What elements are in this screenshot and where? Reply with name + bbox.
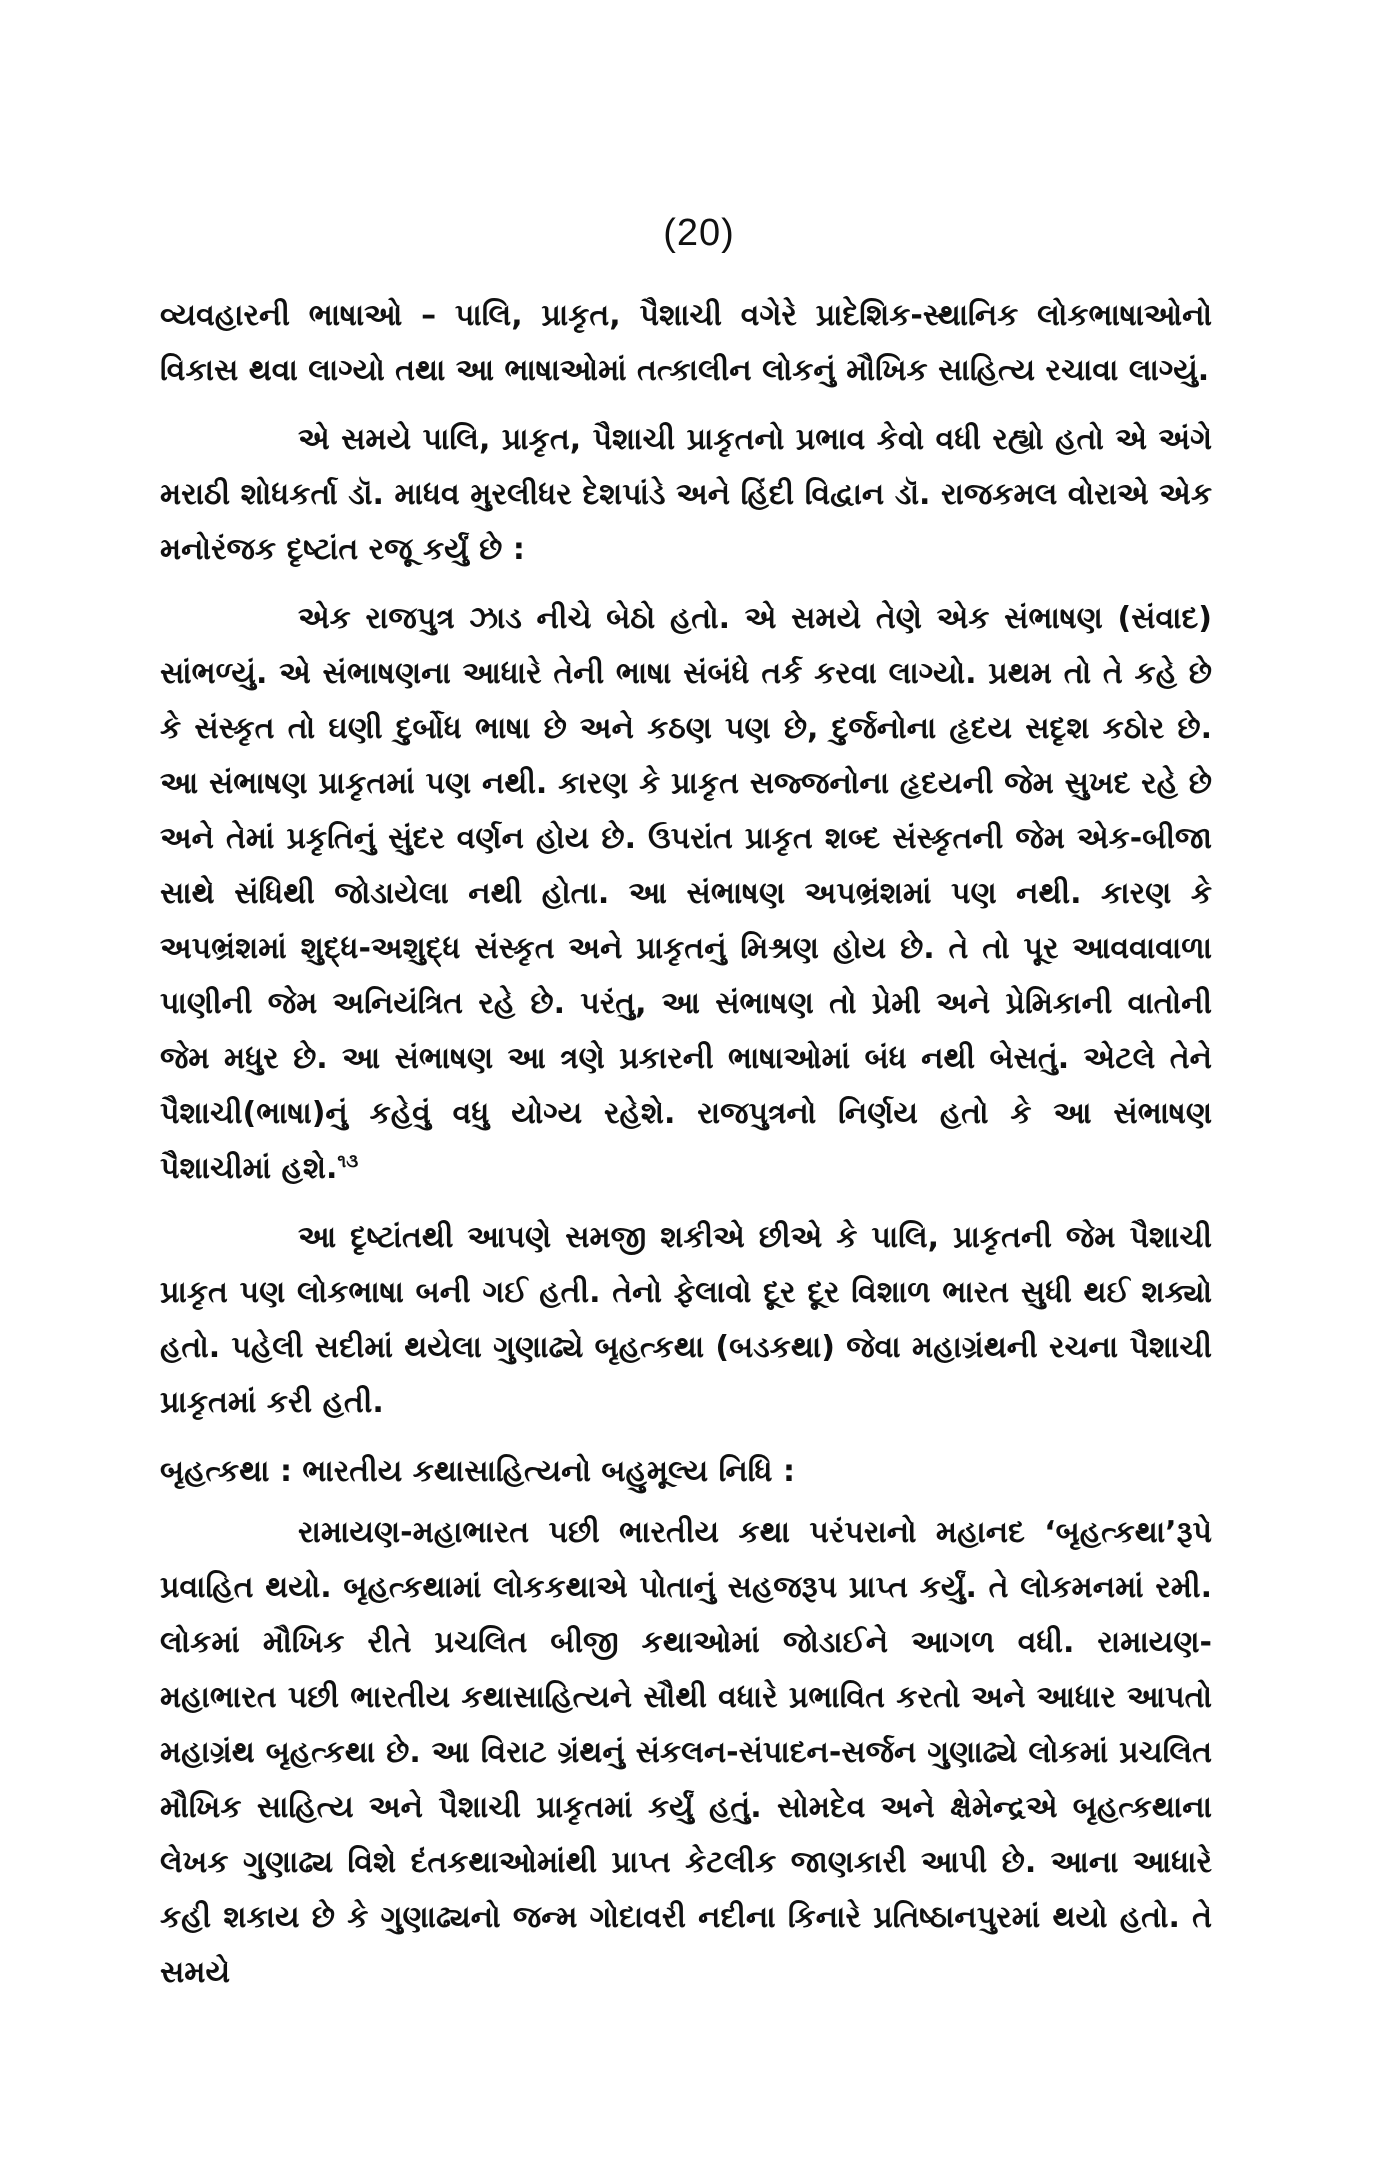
paragraph-3: [160, 591, 1212, 1196]
footnote-reference: ૧૩: [337, 1151, 359, 1172]
paragraph-3-text: એક રાજપુત્ર ઝાડ નીચે બેઠો હતો. એ સમયે તેણે એક સંભાષણ (સંવાદ) સાંભળ્યું. એ સંભાષણના આધારે તેની ભાષા સંબંધે તર્ક કરવા લાગ્યો. પ્રથમ તો તે કહે છે કે સંસ્કૃત તો ઘણી દુર્બોધ ભાષા છે અને કઠણ પણ છે, દુર્જનોના હૃદય સદૃશ કઠોર છે. આ સંભાષણ પ્રાકૃતમાં પણ નથી. કારણ કે પ્રાકૃત સજ્જનોના હૃદયની જેમ સુખદ રહે છે અને તેમાં પ્રકૃતિનું સુંદર વર્ણન હોય છે. ઉપરાંત પ્રાકૃત શબ્દ સંસ્કૃતની જેમ એક-બીજા સાથે સંધિથી જોડાયેલા નથી હોતા. આ સંભાષણ અપભ્રંશમાં પણ નથી. કારણ કે અપભ્રંશમાં શુદ્ધ-અશુદ્ધ સંસ્કૃત અને પ્રાકૃતનું મિશ્રણ હોય છે. તે તો પૂર આવવાવાળા પાણીની જેમ અનિયંત્રિત રહે છે. પરંતુ, આ સંભાષણ તો પ્રેમી અને પ્રેમિકાની વાતોની જેમ મધુર છે. આ સંભાષણ આ ત્રણે પ્રકારની ભાષાઓમાં બંધ નથી બેસતું. એટલે તેને પૈશાચી(ભાષા)નું કહેવું વધુ યોગ્ય રહેશે. રાજપુત્રનો નિર્ણય હતો કે આ સંભાષણ પૈશાચીમાં હશે.: [160, 601, 1212, 1186]
section-heading: બૃહત્કથા : ભારતીય કથાસાહિત્યનો બહુમૂલ્ય નિધિ :: [160, 1454, 795, 1489]
body-text: [160, 288, 1212, 2014]
paragraph-1: વ્યવહારની ભાષાઓ – પાલિ, પ્રાકૃત, પૈશાચી વગેરે પ્રાદેશિક-સ્થાનિક લોકભાષાઓનો વિકાસ થવા લાગ્યો તથા આ ભાષાઓમાં તત્કાલીન લોકનું મૌખિક સાહિત્ય રચાવા લાગ્યું.: [160, 298, 1212, 388]
paragraph-5: રામાયણ-મહાભારત પછી ભારતીય કથા પરંપરાનો મહાનદ ‘બૃહત્કથા’રૂપે પ્રવાહિત થયો. બૃહત્કથામાં લોકકથાએ પોતાનું સહજરૂપ પ્રાપ્ત કર્યું. તે લોકમનમાં રમી. લોકમાં મૌખિક રીતે પ્રચલિત બીજી કથાઓમાં જોડાઈને આગળ વધી. રામાયણ-મહાભારત પછી ભારતીય કથાસાહિત્યને સૌથી વધારે પ્રભાવિત કરતો અને આધાર આપતો મહાગ્રંથ બૃહત્કથા છે. આ વિરાટ ગ્રંથનું સંકલન-સંપાદન-સર્જન ગુણાઢ્યે લોકમાં પ્રચલિત મૌખિક સાહિત્ય અને પૈશાચી પ્રાકૃતમાં કર્યું હતું. સોમદેવ અને ક્ષેમેન્દ્રએ બૃહત્કથાના લેખક ગુણાઢ્ય વિશે દંતકથાઓમાંથી પ્રાપ્ત કેટલીક જાણકારી આપી છે. આના આધારે કહી શકાય છે કે ગુણાઢ્યનો જન્મ ગોદાવરી નદીના કિનારે પ્રતિષ્ઠાનપુરમાં થયો હતો. તે સમયે: [160, 1515, 1212, 1990]
paragraph-4: આ દૃષ્ટાંતથી આપણે સમજી શકીએ છીએ કે પાલિ, પ્રાકૃતની જેમ પૈશાચી પ્રાકૃત પણ લોકભાષા બની ગઈ હતી. તેનો ફેલાવો દૂર દૂર વિશાળ ભારત સુધી થઈ શક્યો હતો. પહેલી સદીમાં થયેલા ગુણાઢ્યે બૃહત્કથા (બડકથા) જેવા મહાગ્રંથની રચના પૈશાચી પ્રાકૃતમાં કરી હતી.: [160, 1220, 1212, 1420]
paragraph-2: એ સમયે પાલિ, પ્રાકૃત, પૈશાચી પ્રાકૃતનો પ્રભાવ કેવો વધી રહ્યો હતો એ અંગે મરાઠી શોધકર્તા ડૉ. માધવ મુરલીધર દેશપાંડે અને હિંદી વિદ્વાન ડૉ. રાજકમલ વોરાએ એક મનોરંજક દૃષ્ટાંત રજૂ કર્યું છે :: [160, 422, 1212, 567]
page-number: (20): [663, 212, 735, 254]
